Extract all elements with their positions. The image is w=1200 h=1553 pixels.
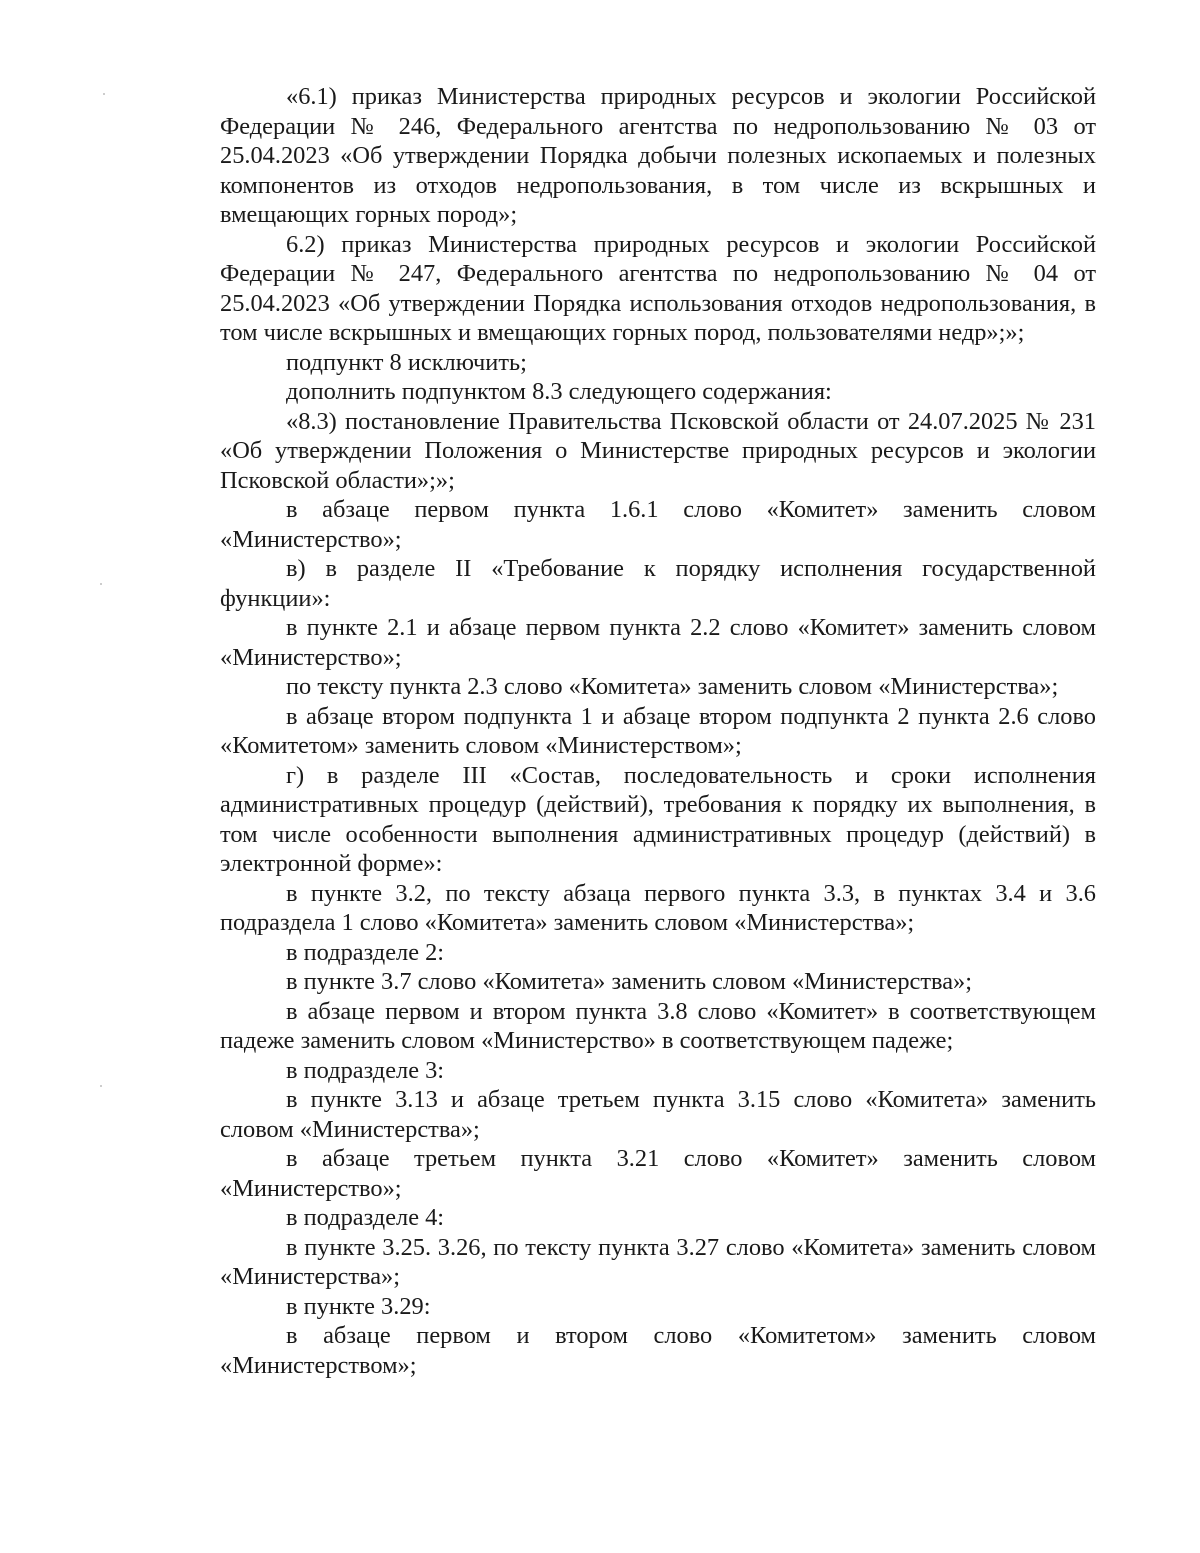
paragraph: в абзаце первом пункта 1.6.1 слово «Комитет» заменить словом «Министерство»; bbox=[220, 496, 1096, 553]
scan-speck bbox=[100, 583, 102, 585]
paragraph: в абзаце третьем пункта 3.21 слово «Комитет» заменить словом «Министерство»; bbox=[220, 1145, 1096, 1202]
paragraph: в пункте 3.29: bbox=[286, 1292, 431, 1320]
paragraph: в пункте 2.1 и абзаце первом пункта 2.2 слово «Комитет» заменить словом «Министерство»; bbox=[220, 614, 1096, 671]
paragraph: в) в разделе II «Требование к порядку исполнения государственной функции»: bbox=[220, 555, 1096, 612]
scan-speck bbox=[103, 93, 105, 95]
paragraph: в абзаце первом и втором пункта 3.8 слово «Комитет» в соответствующем падеже заменить словом «Министерство» в соответствующем падеже; bbox=[220, 997, 1096, 1054]
paragraph: в абзаце втором подпункта 1 и абзаце втором подпункта 2 пункта 2.6 слово «Комитетом» заменить словом «Министерством»; bbox=[220, 702, 1096, 759]
paragraph: 6.2) приказ Министерства природных ресурсов и экологии Российской Федерации № 247, Федерального агентства по недропользованию № 04 от 25.04.2023 «Об утверждении Порядка использования отходов недропользования, в том числе вскрышных и вмещающих горных пород, пользователями недр»;»; bbox=[220, 230, 1096, 346]
scan-speck bbox=[100, 1085, 102, 1087]
paragraph: в подразделе 4: bbox=[286, 1204, 445, 1231]
paragraph: в подразделе 2: bbox=[286, 938, 445, 966]
document-body bbox=[220, 82, 1096, 1380]
paragraph: в абзаце первом и втором слово «Комитетом» заменить словом «Министерством»; bbox=[220, 1322, 1096, 1379]
paragraph: «6.1) приказ Министерства природных ресурсов и экологии Российской Федерации № 246, Федерального агентства по недропользованию № 03 от 25.04.2023 «Об утверждении Порядка добычи полезных ископаемых и полезных компонентов из отходов недропользования, в том числе из вскрышных и вмещающих горных пород»; bbox=[220, 83, 1096, 228]
paragraph: в пункте 3.25. 3.26, по тексту пункта 3.27 слово «Комитета» заменить словом «Министерства»; bbox=[220, 1233, 1096, 1290]
paragraph: подпункт 8 исключить; bbox=[286, 348, 527, 376]
paragraph: в пункте 3.2, по тексту абзаца первого пункта 3.3, в пунктах 3.4 и 3.6 подраздела 1 слово «Комитета» заменить словом «Министерства»; bbox=[220, 879, 1096, 936]
paragraph: по тексту пункта 2.3 слово «Комитета» заменить словом «Министерства»; bbox=[286, 673, 1059, 700]
paragraph: в подразделе 3: bbox=[286, 1056, 445, 1084]
paragraph: в пункте 3.7 слово «Комитета» заменить словом «Министерства»; bbox=[286, 968, 973, 995]
paragraph: дополнить подпунктом 8.3 следующего содержания: bbox=[286, 378, 832, 405]
paragraph: в пункте 3.13 и абзаце третьем пункта 3.15 слово «Комитета» заменить словом «Министерства»; bbox=[220, 1086, 1096, 1143]
paragraph: «8.3) постановление Правительства Псковской области от 24.07.2025 № 231 «Об утверждении Положения о Министерстве природных ресурсов и экологии Псковской области»;»; bbox=[220, 407, 1096, 494]
paragraph: г) в разделе III «Состав, последовательность и сроки исполнения административных процедур (действий), требования к порядку их выполнения, в том числе особенности выполнения административных процедур (действий) в электронной форме»: bbox=[220, 761, 1096, 877]
